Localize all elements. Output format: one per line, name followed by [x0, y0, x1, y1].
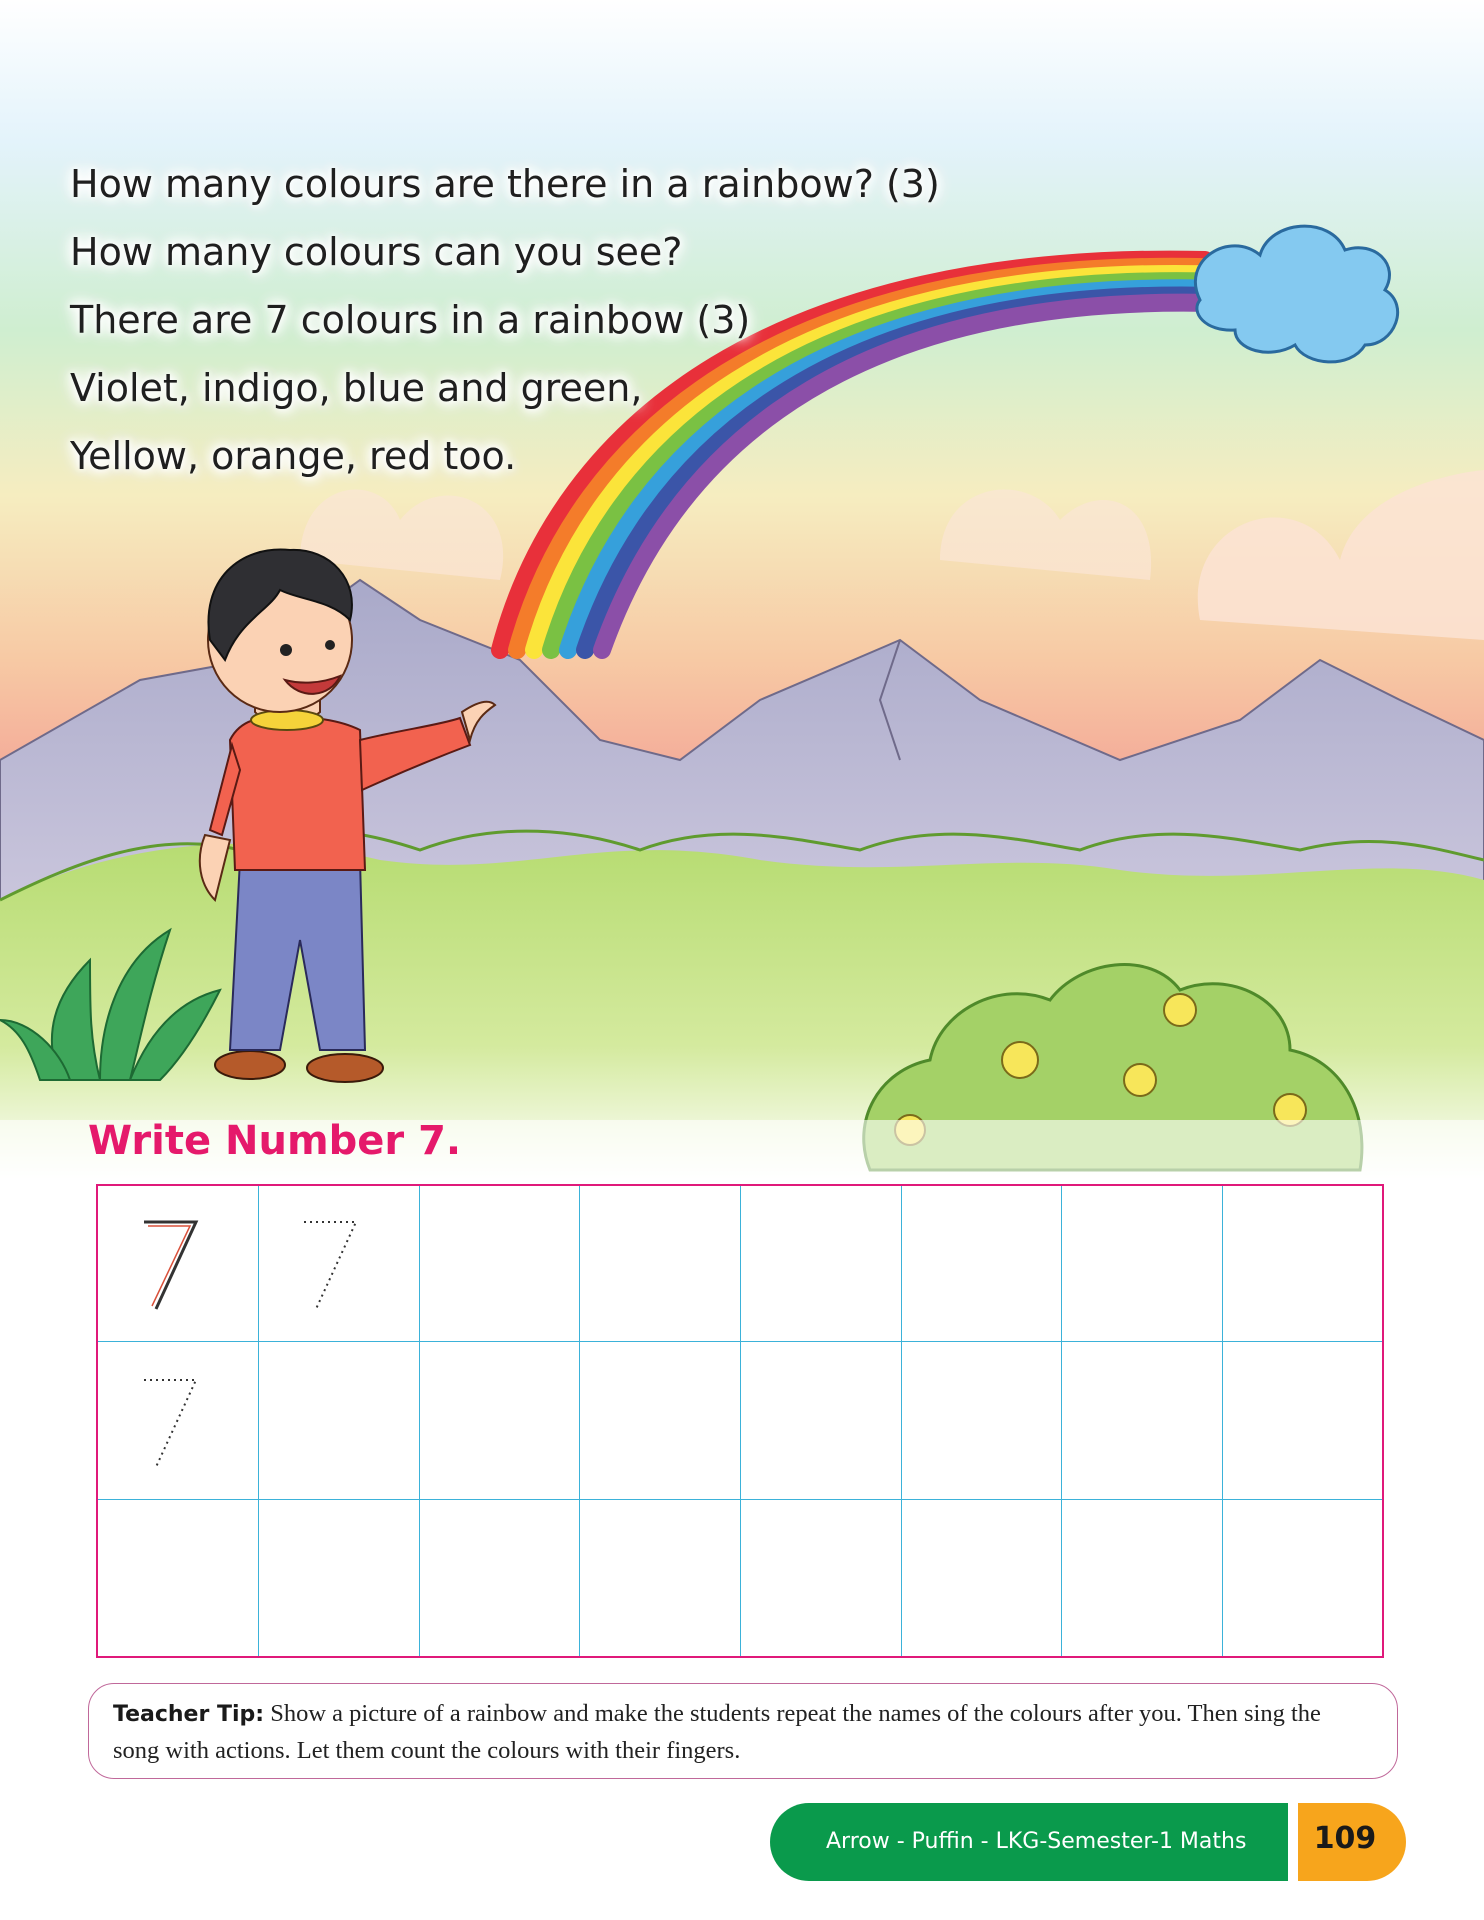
page-number: 109: [1298, 1803, 1406, 1881]
book-title: Arrow - Puffin - LKG-Semester-1 Maths: [826, 1829, 1247, 1854]
tracing-digit-seven[interactable]: [298, 1214, 368, 1314]
tracing-digit-seven[interactable]: [138, 1372, 208, 1472]
song-line: How many colours can you see?: [70, 230, 683, 274]
song-line: How many colours are there in a rainbow? (3): [70, 162, 940, 206]
exercise-heading: Write Number 7.: [88, 1118, 462, 1164]
song-line: Yellow, orange, red too.: [70, 434, 517, 478]
song-line: There are 7 colours in a rainbow (3): [70, 298, 751, 342]
rainbow-song: [70, 150, 940, 490]
model-digit-seven: [138, 1214, 208, 1314]
teacher-tip-text: Show a picture of a rainbow and make the students repeat the names of the colours after you. Then sing the song with actions. Let them count the colours with their fingers.: [113, 1700, 1321, 1764]
teacher-tip-label: Teacher Tip:: [113, 1702, 265, 1727]
book-title-banner: [770, 1803, 1288, 1881]
teacher-tip-box: [88, 1683, 1398, 1779]
writing-grid[interactable]: [96, 1184, 1384, 1658]
song-line: Violet, indigo, blue and green,: [70, 366, 643, 410]
